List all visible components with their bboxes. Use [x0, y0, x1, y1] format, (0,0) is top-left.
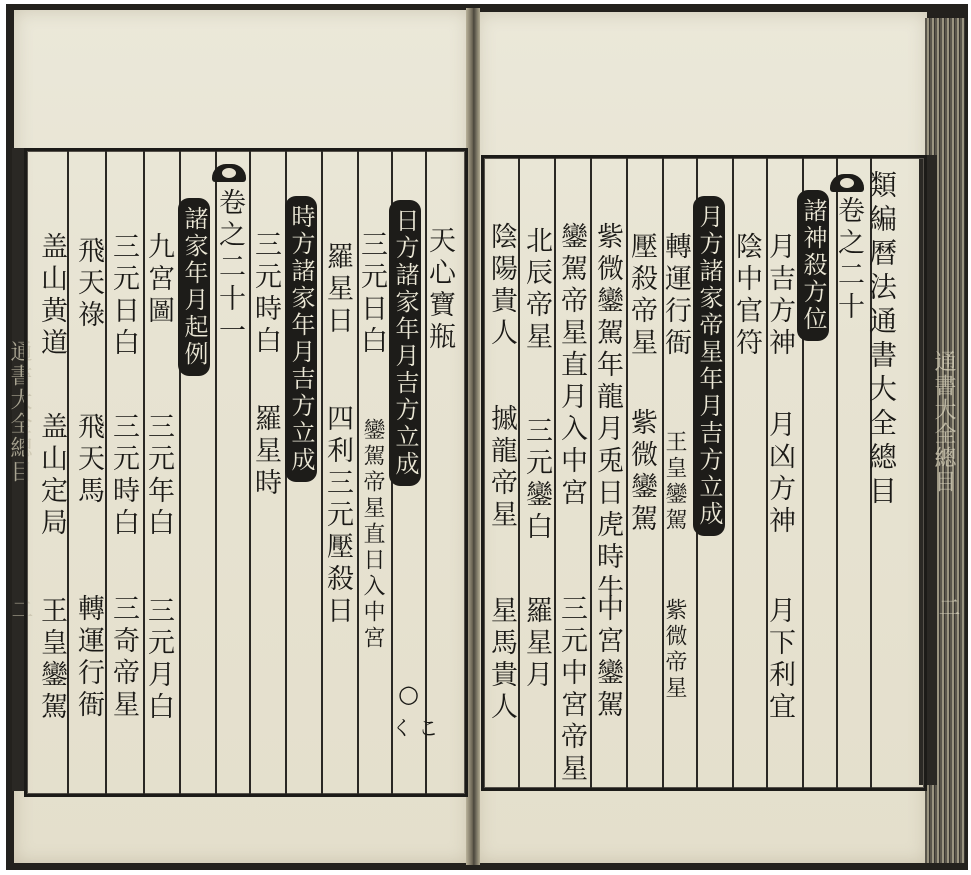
book-title: 類編曆法通書大全總目 — [865, 170, 898, 510]
entry-ziwei-dixing: 紫微帝星 — [662, 598, 687, 702]
left-volume-label: 卷之二十一 — [214, 188, 245, 348]
entry-ziwei-long: 紫微鑾駕年龍月兎日虎時牛 — [592, 222, 623, 606]
entry-wanghuang: 王皇鑾駕 — [662, 430, 687, 534]
entry-sili: 四利三元壓殺日 — [322, 404, 353, 628]
right-edge-number: 二 — [935, 596, 960, 620]
entry-luoxing-ri: 羅星日 — [322, 242, 353, 338]
right-edge-text: 通書大全總目 — [931, 350, 956, 494]
heading-hour-directions: 時方諸家年月吉方立成 — [285, 196, 317, 482]
entry-zhuanyun-2: 轉運行衙 — [73, 594, 104, 722]
entry-luoxing-yue: 羅星月 — [521, 596, 552, 692]
left-edge-text: 通書大全總目 — [7, 340, 32, 484]
entry-yinyang: 陰陽貴人 — [486, 222, 517, 350]
entry-sanyuan-yuebai: 三元月白 — [143, 596, 174, 724]
entry-zhuanyun: 轉運行衙 — [660, 232, 691, 360]
entry-yuexiong: 月凶方神 — [764, 410, 795, 538]
entry-ziwei-luanjia: 紫微鑾駕 — [626, 408, 657, 536]
entry-sanqi: 三奇帝星 — [108, 594, 139, 722]
heading-year-month-rules: 諸家年月起例 — [178, 198, 210, 376]
entry-gaishan-huang: 盖山黄道 — [36, 232, 67, 360]
entry-ribai-2: 三元日白 — [108, 232, 139, 360]
entry-feitian-ma: 飛天馬 — [73, 412, 104, 508]
entry-zhonggong-luanjia: 中宮鑾駕 — [592, 594, 623, 722]
entry-yinzhong: 陰中官符 — [731, 232, 762, 360]
column-rule — [67, 151, 69, 794]
entry-luanjia-zhiri: 鑾駕帝星直日入中宮 — [360, 418, 385, 652]
heading-deities-directions: 諸神殺方位 — [797, 190, 829, 341]
entry-tianxin: 天心寶瓶 — [424, 226, 455, 354]
right-volume-label: 卷之二十 — [833, 196, 864, 324]
entry-jianlong: 摵龍帝星 — [486, 404, 517, 532]
entry-sanyuan-zhonggong: 三元中宮帝星 — [556, 594, 587, 786]
entry-luanjia-zhiyue: 鑾駕帝星直月入中宮 — [556, 222, 587, 510]
entry-yueji: 月吉方神 — [764, 232, 795, 360]
entry-sanyuan-nianbai: 三元年白 — [143, 412, 174, 540]
dot-marks: く こ — [392, 716, 439, 740]
column-rule — [105, 151, 107, 794]
heading-month-directions: 月方諸家帝星年月吉方立成 — [693, 196, 725, 536]
entry-sanyuan-ribai: 三元日白 — [356, 230, 387, 358]
entry-yasha: 壓殺帝星 — [626, 232, 657, 360]
left-edge-number: 二 — [8, 598, 33, 622]
column-rule — [518, 158, 520, 788]
heading-day-directions: 日方諸家年月吉方立成 — [389, 200, 421, 486]
entry-shibai-2: 三元時白 — [108, 412, 139, 540]
entry-feitian-lu: 飛天祿 — [73, 236, 104, 332]
entry-xingma: 星馬貴人 — [486, 596, 517, 724]
entry-wanghuang-2: 王皇鑾駕 — [36, 596, 67, 724]
entry-yuexia: 月下利宜 — [764, 596, 795, 724]
entry-sanyuan-luanbai: 三元鑾白 — [521, 416, 552, 544]
entry-sanyuan-shibai: 三元時白 — [250, 230, 281, 358]
entry-beichen: 北辰帝星 — [521, 226, 552, 354]
volume-marker-cap — [830, 174, 864, 192]
volume-marker-cap — [212, 164, 246, 182]
book-gutter — [466, 8, 480, 865]
entry-jiugong: 九宮圖 — [143, 232, 174, 328]
entry-gaishan-ding: 盖山定局 — [36, 412, 67, 540]
entry-luoxing-shi: 羅星時 — [250, 404, 281, 500]
circle-mark: ○ — [398, 680, 419, 708]
